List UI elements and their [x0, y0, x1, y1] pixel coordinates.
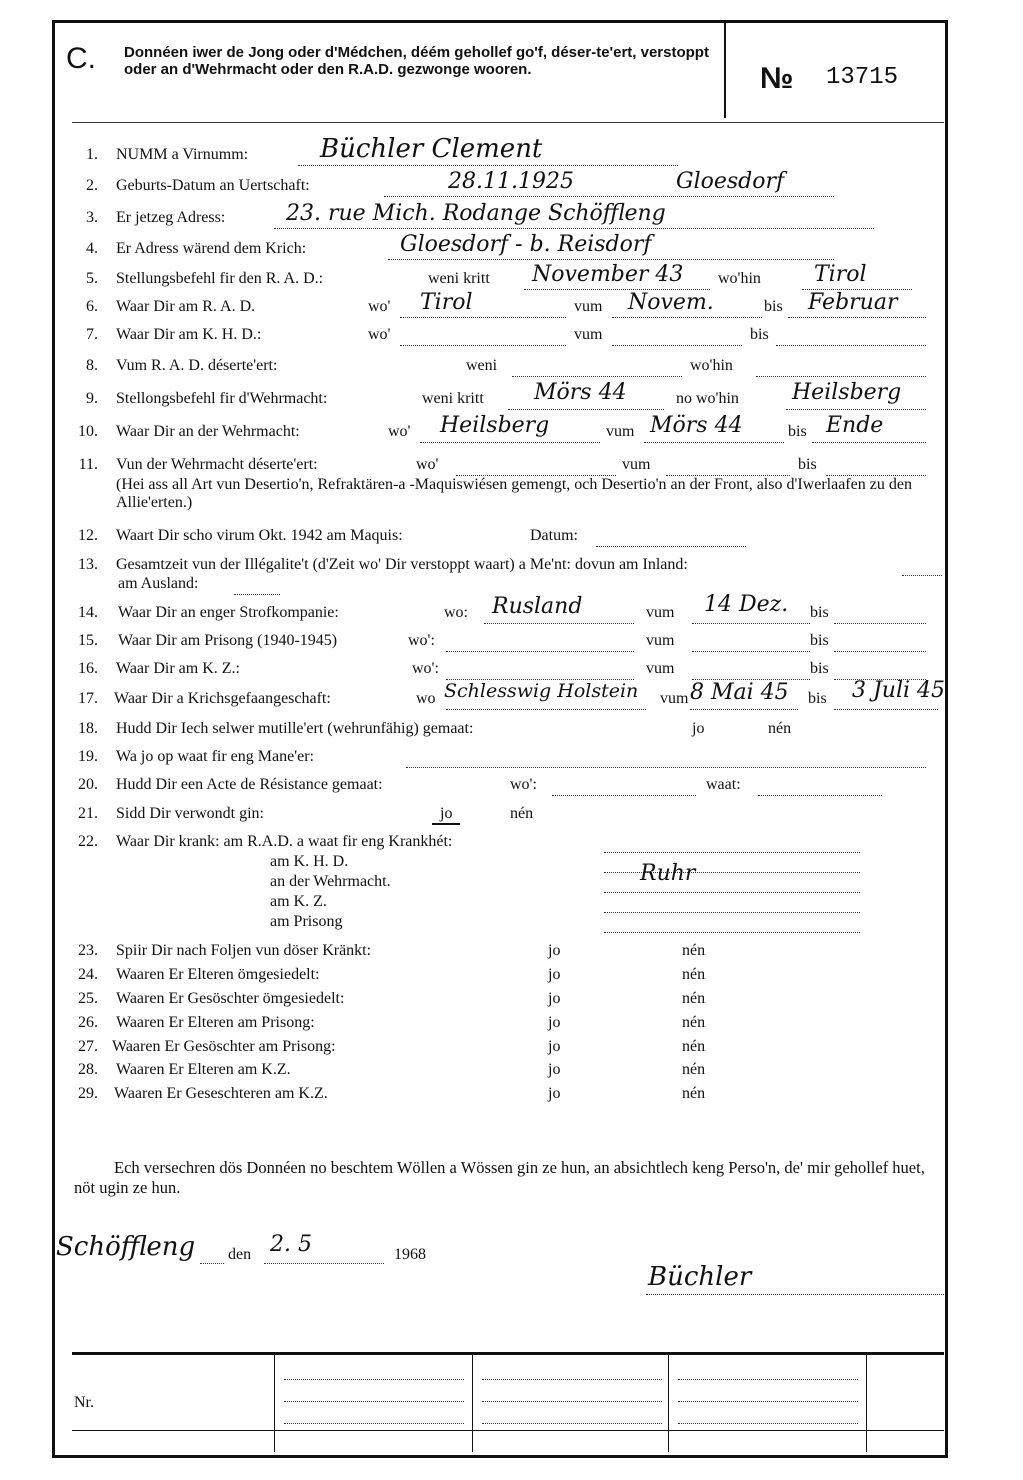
bis-label: bis	[750, 326, 769, 343]
number-sign: №	[760, 62, 794, 95]
nen-option[interactable]: nén	[682, 942, 706, 959]
nen-option[interactable]: nén	[510, 805, 534, 822]
row-number: 17.	[78, 690, 98, 707]
wo-label: wo'	[368, 326, 391, 343]
row-label: Waar Dir krank: am R.A.D. a waat fir eng Krankhét:	[116, 833, 453, 850]
handwritten-pow-from: 8 Mai 45	[690, 680, 789, 705]
wohin-label: wo'hin	[718, 270, 761, 287]
row-number: 7.	[86, 326, 98, 343]
fill-line[interactable]	[604, 851, 860, 853]
row-label: Waaren Er Elteren am Prisong:	[116, 1014, 315, 1031]
bis-label: bis	[810, 604, 829, 621]
declaration-text: Ech versechren dös Donnéen no beschtem Wöllen a Wössen gin ze hun, an absichtlech keng Perso'n, de' mir gehollef huet, nöt ugin ze hun.	[74, 1158, 925, 1197]
weni-label: weni kritt	[428, 270, 490, 287]
handwritten-war-address: Gloesdorf - b. Reisdorf	[400, 232, 652, 257]
nen-option[interactable]: nén	[682, 1085, 706, 1102]
row-label: Geburts-Datum an Uertschaft:	[116, 177, 310, 194]
office-table-divider	[274, 1355, 275, 1452]
fill-line[interactable]	[512, 375, 682, 377]
handwritten-rad-from: Novem.	[628, 290, 714, 315]
jo-option[interactable]: jo	[692, 720, 705, 737]
row-label: Waaren Er Gesöschter am Prisong:	[112, 1038, 336, 1055]
row-label: Hudd Dir Iech selwer mutille'ert (wehrunfähig) gemaat:	[116, 720, 474, 737]
handwritten-strafkompanie-from: 14 Dez.	[704, 592, 789, 617]
handwritten-pow-where: Schlesswig Holstein	[444, 680, 639, 702]
signature: Büchler	[648, 1262, 752, 1292]
fill-line[interactable]	[284, 1422, 464, 1424]
vum-label: vum	[574, 298, 603, 315]
wo-label: wo':	[510, 776, 537, 793]
fill-line[interactable]	[298, 164, 678, 166]
row-number: 10.	[78, 423, 98, 440]
den-label: den	[228, 1246, 252, 1263]
handwritten-wehrmacht-from: Mörs 44	[650, 413, 743, 438]
nen-option[interactable]: nén	[682, 966, 706, 983]
handwritten-rad-to: Februar	[808, 290, 898, 315]
weni-label: weni	[466, 357, 498, 374]
row-number: 9.	[86, 390, 98, 407]
row-number: 20.	[78, 776, 98, 793]
fill-line[interactable]	[406, 766, 926, 768]
row-label: Waaren Er Gesöschter ömgesiedelt:	[116, 990, 345, 1007]
fill-line[interactable]	[678, 1422, 858, 1424]
row-number: 12.	[78, 527, 98, 544]
fill-line[interactable]	[834, 650, 926, 652]
row-number: 28.	[78, 1061, 98, 1078]
fill-line[interactable]	[604, 891, 860, 893]
frame-right-edge	[945, 20, 948, 1455]
wo-label: wo'	[388, 423, 411, 440]
section-letter: C.	[66, 42, 96, 75]
wohin-label: wo'hin	[690, 357, 733, 374]
bis-label: bis	[810, 660, 829, 677]
fill-line[interactable]	[400, 316, 566, 318]
row-label: Sidd Dir verwondt gin:	[116, 805, 264, 822]
jo-option[interactable]: jo	[548, 1061, 561, 1078]
handwritten-rad-place: Tirol	[814, 262, 867, 287]
row-number: 6.	[86, 298, 98, 315]
form-number: 13715	[826, 64, 899, 91]
datum-label: Datum:	[530, 527, 578, 544]
fill-line[interactable]	[200, 1262, 224, 1264]
waat-label: waat:	[706, 776, 741, 793]
row-number: 11.	[78, 456, 98, 473]
row-number: 15.	[78, 632, 98, 649]
row-number: 23.	[78, 942, 98, 959]
jo-option-underlined[interactable]: jo	[432, 805, 460, 825]
row-label: Vun der Wehrmacht déserte'ert:	[116, 456, 318, 473]
jo-option[interactable]: jo	[548, 966, 561, 983]
jo-option[interactable]: jo	[548, 990, 561, 1007]
fill-line[interactable]	[756, 375, 926, 377]
vum-label: vum	[574, 326, 603, 343]
row-label: Hudd Dir een Acte de Résistance gemaat:	[116, 776, 383, 793]
row-label: Stellungsbefehl fir den R. A. D.:	[116, 270, 324, 287]
year-label: 1968	[394, 1246, 426, 1263]
jo-option[interactable]: jo	[548, 1014, 561, 1031]
row-number: 26.	[78, 1014, 98, 1031]
wo-label: wo	[416, 690, 436, 707]
handwritten-wehrmacht-to: Ende	[826, 413, 884, 438]
header-divider	[724, 22, 726, 118]
row-number: 29.	[78, 1085, 98, 1102]
handwritten-current-address: 23. rue Mich. Rodange Schöffleng	[286, 201, 666, 226]
wo-label: wo':	[412, 660, 439, 677]
row-label: Spiir Dir nach Foljen vun döser Kränkt:	[116, 942, 372, 959]
office-table-divider	[866, 1355, 867, 1452]
handwritten-birth-place: Gloesdorf	[676, 169, 785, 194]
fill-line[interactable]	[692, 622, 810, 624]
row-label: Waaren Er Elteren ömgesiedelt:	[116, 966, 320, 983]
sick-prisong-label: am Prisong	[270, 913, 343, 930]
row-label: Vum R. A. D. déserte'ert:	[116, 357, 278, 374]
fill-line[interactable]	[400, 344, 566, 346]
row-label: NUMM a Virnumm:	[116, 146, 249, 163]
jo-option[interactable]: jo	[548, 942, 561, 959]
fill-line[interactable]	[446, 708, 646, 710]
vum-label: vum	[646, 604, 675, 621]
row-label: Er Adress wärend dem Krich:	[116, 240, 307, 257]
weni-label: weni kritt	[422, 390, 484, 407]
bis-label: bis	[808, 690, 827, 707]
signature-line	[646, 1294, 944, 1295]
row-label: Er jetzeg Adress:	[116, 209, 226, 226]
handwritten-wehrmacht-place: Heilsberg	[792, 380, 902, 405]
fill-line[interactable]	[758, 794, 882, 796]
fill-line[interactable]	[690, 708, 798, 710]
bis-label: bis	[764, 298, 783, 315]
fill-line[interactable]	[420, 441, 600, 443]
fill-line[interactable]	[902, 574, 942, 576]
fill-line[interactable]	[812, 441, 926, 443]
row-number: 2.	[86, 177, 98, 194]
fill-line[interactable]	[446, 650, 634, 652]
row-label: Waaren Er Elteren am K.Z.	[116, 1061, 291, 1078]
sick-khd-label: am K. H. D.	[270, 853, 349, 870]
row-number: 13.	[78, 556, 98, 573]
office-table-divider	[472, 1355, 473, 1452]
fill-line[interactable]	[596, 545, 746, 547]
handwritten-wehrmacht-date: Mörs 44	[534, 380, 627, 405]
ausland-label: am Ausland:	[118, 575, 199, 592]
fill-line[interactable]	[508, 408, 664, 410]
fill-line[interactable]	[612, 344, 742, 346]
fill-line[interactable]	[482, 1400, 662, 1402]
row-number: 3.	[86, 209, 98, 226]
fill-line[interactable]	[678, 1378, 858, 1380]
row-number: 5.	[86, 270, 98, 287]
fill-line[interactable]	[786, 408, 926, 410]
sick-kz-label: am K. Z.	[270, 893, 327, 910]
fill-line[interactable]	[284, 1400, 464, 1402]
handwritten-name: Büchler Clement	[320, 134, 543, 164]
row-label: Wa jo op waat fir eng Mane'er:	[116, 748, 314, 765]
handwritten-sign-date: 2. 5	[270, 1232, 312, 1257]
handwritten-wehrmacht-where: Heilsberg	[440, 413, 550, 438]
nowohin-label: no wo'hin	[676, 390, 739, 407]
row-number: 18.	[78, 720, 98, 737]
wo-label: wo:	[444, 604, 468, 621]
row-label: Waar Dir am K. H. D.:	[116, 326, 262, 343]
row-label: Waaren Er Geseschteren am K.Z.	[114, 1085, 328, 1102]
nen-option[interactable]: nén	[768, 720, 792, 737]
fill-line[interactable]	[604, 931, 860, 933]
jo-option[interactable]: jo	[548, 1085, 561, 1102]
row-label: Waar Dir am R. A. D.	[116, 298, 256, 315]
row-number: 8.	[86, 357, 98, 374]
row-number: 25.	[78, 990, 98, 1007]
wo-label: wo'	[416, 456, 439, 473]
row-number: 14.	[78, 604, 98, 621]
row-number: 19.	[78, 748, 98, 765]
row-label: Waar Dir am Prisong (1940-1945)	[118, 632, 338, 649]
office-table-bottom-rule	[72, 1430, 944, 1431]
bis-label: bis	[810, 632, 829, 649]
row-label: Stellongsbefehl fir d'Wehrmacht:	[116, 390, 328, 407]
fill-line[interactable]	[776, 344, 926, 346]
handwritten-rad-where: Tirol	[420, 290, 473, 315]
office-table-divider	[668, 1355, 669, 1452]
form-title: Donnéen iwer de Jong oder d'Médchen, déém gehollef go'f, déser-te'ert, verstoppt oder an d'Wehrmacht oder den R.A.D. gezwonge wooren.	[124, 44, 709, 78]
nen-option[interactable]: nén	[682, 1014, 706, 1031]
nr-label: Nr.	[74, 1394, 94, 1411]
row-number: 22.	[78, 833, 98, 850]
header-rule	[72, 122, 944, 123]
vum-label: vum	[660, 690, 689, 707]
handwritten-pow-to: 3 Juli 45	[852, 678, 946, 703]
row-label: Waar Dir an enger Strofkompanie:	[118, 604, 339, 621]
vum-label: vum	[606, 423, 635, 440]
vum-label: vum	[646, 632, 675, 649]
fill-line[interactable]	[644, 441, 784, 443]
fill-line[interactable]	[552, 794, 696, 796]
nen-option[interactable]: nén	[682, 990, 706, 1007]
row-number: 27.	[78, 1038, 98, 1055]
fill-line[interactable]	[834, 708, 938, 710]
row-label: Waar Dir an der Wehrmacht:	[116, 423, 300, 440]
fill-line[interactable]	[384, 195, 834, 197]
row-11-note: (Hei ass all Art vun Desertio'n, Refraktären-a -Maquiswiésen gemengt, och Desertio'n an der Front, also d'Iwerlaafen zu den Allie'erten.)	[116, 476, 912, 511]
row-label: Waart Dir scho virum Okt. 1942 am Maquis:	[116, 527, 403, 544]
handwritten-sign-place: Schöffleng	[56, 1232, 196, 1262]
fill-line[interactable]	[388, 258, 834, 260]
fill-line[interactable]	[482, 1422, 662, 1424]
handwritten-birth-date: 28.11.1925	[448, 169, 574, 194]
handwritten-strafkompanie-where: Rusland	[492, 594, 583, 619]
fill-line[interactable]	[274, 227, 874, 229]
fill-line[interactable]	[834, 622, 926, 624]
fill-line[interactable]	[604, 911, 860, 913]
row-number: 1.	[86, 146, 98, 163]
row-number: 4.	[86, 240, 98, 257]
vum-label: vum	[622, 456, 651, 473]
fill-line[interactable]	[284, 1378, 464, 1380]
wo-label: wo'	[368, 298, 391, 315]
row-label: Waar Dir a Krichsgefaangeschaft:	[114, 690, 331, 707]
row-number: 24.	[78, 966, 98, 983]
row-number: 16.	[78, 660, 98, 677]
fill-line[interactable]	[264, 1262, 384, 1264]
fill-line[interactable]	[788, 316, 926, 318]
fill-line[interactable]	[692, 650, 810, 652]
handwritten-rad-date: November 43	[532, 262, 684, 287]
fill-line[interactable]	[234, 593, 280, 595]
nen-option[interactable]: nén	[682, 1038, 706, 1055]
nen-option[interactable]: nén	[682, 1061, 706, 1078]
fill-line[interactable]	[612, 316, 762, 318]
fill-line[interactable]	[678, 1400, 858, 1402]
fill-line[interactable]	[482, 1378, 662, 1380]
fill-line[interactable]	[484, 622, 634, 624]
row-number: 21.	[78, 805, 98, 822]
wo-label: wo':	[408, 632, 435, 649]
sick-wehrmacht-label: an der Wehrmacht.	[270, 873, 391, 890]
handwritten-illness: Ruhr	[640, 861, 696, 886]
bis-label: bis	[788, 423, 807, 440]
jo-option[interactable]: jo	[548, 1038, 561, 1055]
row-label: Gesamtzeit vun der Illégalite't (d'Zeit wo' Dir verstoppt waart) a Me'nt: dovun am Inland:	[116, 556, 688, 573]
vum-label: vum	[646, 660, 675, 677]
row-label: Waar Dir am K. Z.:	[116, 660, 240, 677]
bis-label: bis	[798, 456, 817, 473]
office-table-top-rule	[72, 1352, 944, 1355]
